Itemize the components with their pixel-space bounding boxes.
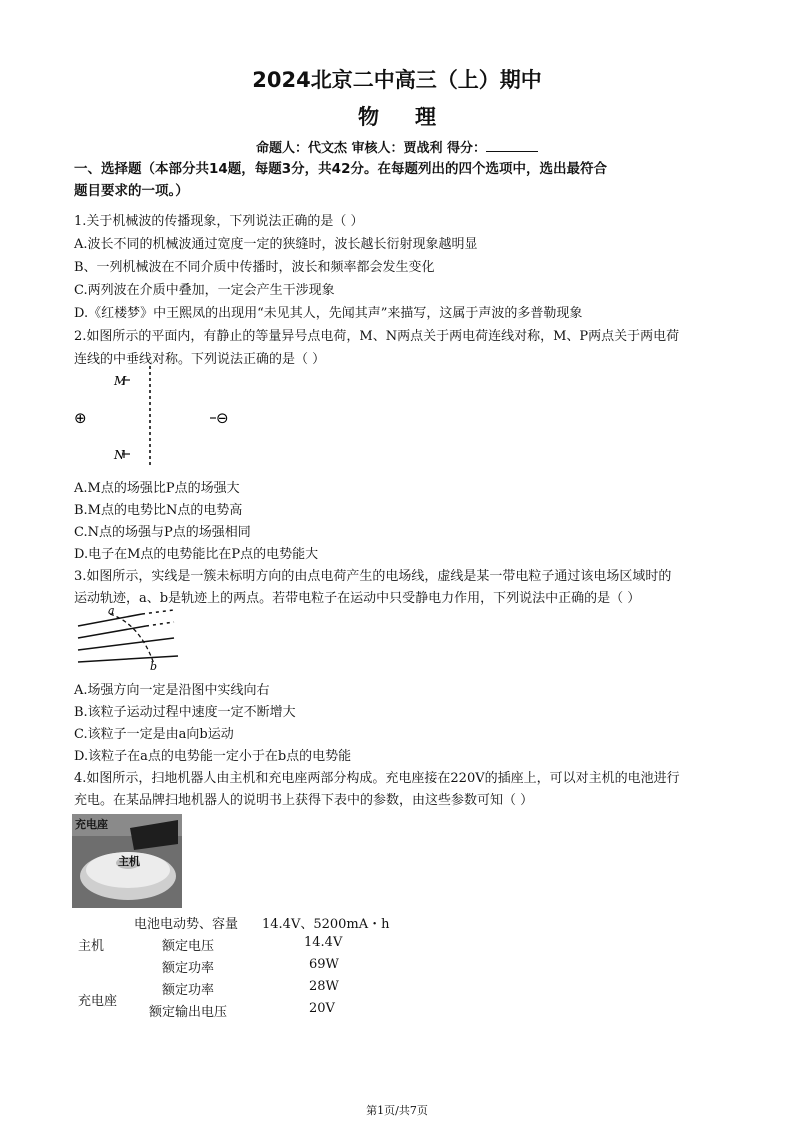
field-line-4 bbox=[78, 656, 178, 662]
label-n: N bbox=[114, 448, 125, 462]
q2-option-d: D.电子在M点的电势能比在P点的电势能大 bbox=[74, 547, 319, 562]
label-b: b bbox=[150, 660, 158, 672]
spec-row-1-param: 电池电动势、容量 bbox=[134, 917, 239, 932]
q3-option-c: C.该粒子一定是由a向b运动 bbox=[74, 727, 234, 742]
section-heading-line1: 一、选择题（本部分共14题，每题3分，共42分。在每题列出的四个选项中，选出最符合 bbox=[74, 161, 607, 177]
field-line-1-dashed bbox=[142, 610, 174, 614]
spec-group-main: 主机 bbox=[78, 939, 105, 954]
page-footer: 第1页/共7页 bbox=[366, 1104, 428, 1117]
q2-option-c: C.N点的场强与P点的场强相同 bbox=[74, 525, 251, 540]
exam-authors bbox=[0, 137, 794, 156]
authors-text: 命题人：代文杰 审核人：贾战利 得分： bbox=[255, 141, 487, 156]
label-m: M bbox=[114, 374, 127, 388]
spec-row-5-value: 20V bbox=[309, 1001, 335, 1016]
q3-stem-line2: 运动轨迹，a、b是轨迹上的两点。若带电粒子在运动中只受静电力作用，下列说法中正确的是（ ） bbox=[74, 591, 641, 606]
spec-row-2-value: 14.4V bbox=[304, 935, 343, 950]
section-heading bbox=[74, 158, 724, 202]
exam-title: 2024北京二中高三（上）期中 bbox=[252, 68, 542, 92]
spec-row-4-param: 额定功率 bbox=[162, 983, 215, 998]
q1-option-b: B、一列机械波在不同介质中传播时，波长和频率都会发生变化 bbox=[74, 260, 435, 275]
q3-stem-line1: 3.如图所示，实线是一簇未标明方向的由点电荷产生的电场线，虚线是某一带电粒子通过该电场区域时的 bbox=[74, 569, 672, 584]
field-line-2-dashed bbox=[146, 622, 174, 626]
q1-option-d: D.《红楼梦》中王熙凤的出现用“未见其人，先闻其声”来描写，这属于声波的多普勒现象 bbox=[74, 306, 583, 321]
negative-charge-icon: ⊖ bbox=[216, 409, 229, 427]
particle-trajectory bbox=[110, 614, 154, 664]
label-a: a bbox=[108, 604, 115, 617]
q2-option-a: A.M点的场强比P点的场强大 bbox=[74, 481, 240, 496]
spec-row-3-value: 69W bbox=[309, 957, 339, 972]
spec-row-2-param: 额定电压 bbox=[162, 939, 215, 954]
q4-stem-line2: 充电。在某品牌扫地机器人的说明书上获得下表中的参数，由这些参数可知（ ） bbox=[74, 793, 534, 808]
q3-field-line-figure bbox=[70, 604, 190, 672]
q2-charge-figure bbox=[70, 362, 250, 472]
q4-stem-line1: 4.如图所示，扫地机器人由主机和充电座两部分构成。充电座接在220V的插座上，可以对主机的电池进行 bbox=[74, 771, 680, 786]
q1-option-a: A.波长不同的机械波通过宽度一定的狭缝时，波长越长衍射现象越明显 bbox=[74, 237, 478, 252]
positive-charge-icon: ⊕ bbox=[74, 409, 87, 427]
q1-option-c: C.两列波在介质中叠加，一定会产生干涉现象 bbox=[74, 283, 335, 298]
section-heading-line2: 题目要求的一项。） bbox=[74, 183, 189, 199]
q2-stem-line2: 连线的中垂线对称。下列说法正确的是（ ） bbox=[74, 352, 326, 367]
q3-option-d: D.该粒子在a点的电势能一定小于在b点的电势能 bbox=[74, 749, 352, 764]
photo-label-dock: 充电座 bbox=[75, 818, 108, 831]
spec-row-4-value: 28W bbox=[309, 979, 339, 994]
exam-subject: 物理 bbox=[358, 105, 472, 129]
q1-stem: 1.关于机械波的传播现象，下列说法正确的是（ ） bbox=[74, 214, 364, 229]
q2-stem-line1: 2.如图所示的平面内，有静止的等量异号点电荷，M、N两点关于两电荷连线对称，M、P两点关于两电荷 bbox=[74, 329, 680, 344]
q2-option-b: B.M点的电势比N点的电势高 bbox=[74, 503, 243, 518]
spec-row-1-value: 14.4V、5200mA・h bbox=[262, 917, 390, 932]
q3-option-a: A.场强方向一定是沿图中实线向右 bbox=[74, 683, 270, 698]
field-line-3 bbox=[78, 638, 174, 650]
robot-vacuum-photo bbox=[72, 814, 182, 908]
spec-row-5-param: 额定输出电压 bbox=[149, 1005, 228, 1020]
q3-option-b: B.该粒子运动过程中速度一定不断增大 bbox=[74, 705, 296, 720]
spec-row-3-param: 额定功率 bbox=[162, 961, 215, 976]
score-blank bbox=[486, 139, 538, 152]
photo-label-main: 主机 bbox=[118, 855, 140, 868]
spec-group-dock: 充电座 bbox=[78, 994, 118, 1009]
